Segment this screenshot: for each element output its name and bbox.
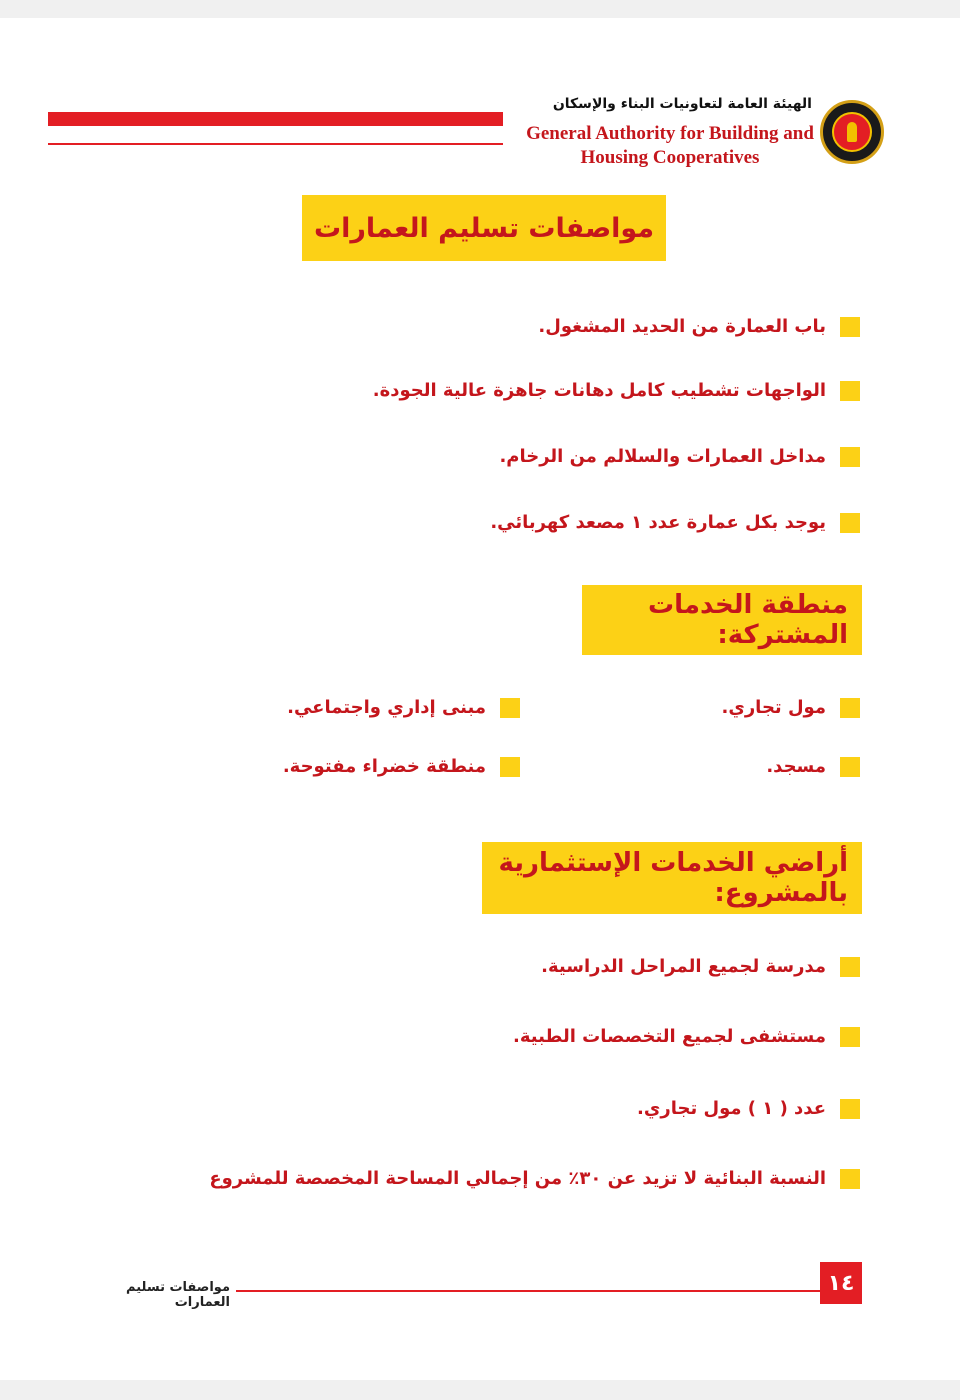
list-item-text: باب العمارة من الحديد المشغول. bbox=[538, 316, 826, 337]
footer-rule bbox=[236, 1290, 826, 1292]
section-title-delivery: مواصفات تسليم العمارات bbox=[302, 195, 666, 261]
bullet-square-icon bbox=[840, 513, 860, 533]
page-number-badge: ١٤ bbox=[820, 1262, 862, 1304]
bullet-square-icon bbox=[840, 1099, 860, 1119]
header-red-line bbox=[48, 143, 503, 145]
list-item-text: يوجد بكل عمارة عدد ١ مصعد كهربائي. bbox=[490, 512, 826, 533]
org-name-english-line2: Housing Cooperatives bbox=[580, 147, 760, 168]
list-item bbox=[209, 1168, 860, 1189]
bullet-square-icon bbox=[840, 957, 860, 977]
list-item-text: الواجهات تشطيب كامل دهانات جاهزة عالية الجودة. bbox=[372, 380, 826, 401]
list-item-text: عدد ( ١ ) مول تجاري. bbox=[637, 1098, 826, 1119]
footer-title: مواصفات تسليم العمارات bbox=[126, 1280, 230, 1310]
bullet-square-icon bbox=[500, 698, 520, 718]
bullet-square-icon bbox=[500, 757, 520, 777]
list-item bbox=[541, 956, 860, 977]
list-item-text: النسبة البنائية لا تزيد عن ٣٠٪ من إجمالي المساحة المخصصة للمشروع bbox=[209, 1168, 826, 1189]
page-bottom-edge bbox=[0, 1380, 960, 1400]
bullet-square-icon bbox=[840, 698, 860, 718]
list-item bbox=[283, 756, 520, 777]
list-item bbox=[373, 380, 860, 401]
logo-mark bbox=[847, 122, 857, 142]
list-item-text: مدرسة لجميع المراحل الدراسية. bbox=[541, 956, 826, 977]
list-item-text: مول تجاري. bbox=[721, 697, 826, 718]
list-item-text: مبنى إداري واجتماعي. bbox=[287, 697, 486, 718]
header-red-bar bbox=[48, 112, 503, 126]
bullet-square-icon bbox=[840, 317, 860, 337]
list-item-text: منطقة خضراء مفتوحة. bbox=[282, 756, 486, 777]
bullet-square-icon bbox=[840, 1027, 860, 1047]
list-item bbox=[490, 512, 860, 533]
list-item bbox=[499, 446, 860, 467]
section-title-investment: أراضي الخدمات الإستثمارية بالمشروع: bbox=[482, 842, 862, 914]
list-item bbox=[766, 756, 860, 777]
list-item-text: مستشفى لجميع التخصصات الطبية. bbox=[512, 1026, 826, 1047]
list-item bbox=[721, 697, 860, 718]
list-item-text: مسجد. bbox=[766, 756, 826, 777]
logo-emblem bbox=[832, 112, 872, 152]
list-item bbox=[513, 1026, 860, 1047]
authority-logo-icon bbox=[820, 100, 884, 164]
org-name-english-line1: General Authority for Building and bbox=[526, 123, 814, 144]
section-title-shared-services: منطقة الخدمات المشتركة: bbox=[582, 585, 862, 655]
list-item bbox=[538, 316, 860, 337]
org-name-english bbox=[520, 122, 820, 170]
bullet-square-icon bbox=[840, 447, 860, 467]
bullet-square-icon bbox=[840, 1169, 860, 1189]
list-item-text: مداخل العمارات والسلالم من الرخام. bbox=[499, 446, 826, 467]
bullet-square-icon bbox=[840, 757, 860, 777]
list-item bbox=[637, 1098, 860, 1119]
org-name-arabic: الهيئة العامة لتعاونيات البناء والإسكان bbox=[552, 96, 812, 112]
bullet-square-icon bbox=[840, 381, 860, 401]
page-top-edge bbox=[0, 0, 960, 18]
list-item bbox=[287, 697, 520, 718]
